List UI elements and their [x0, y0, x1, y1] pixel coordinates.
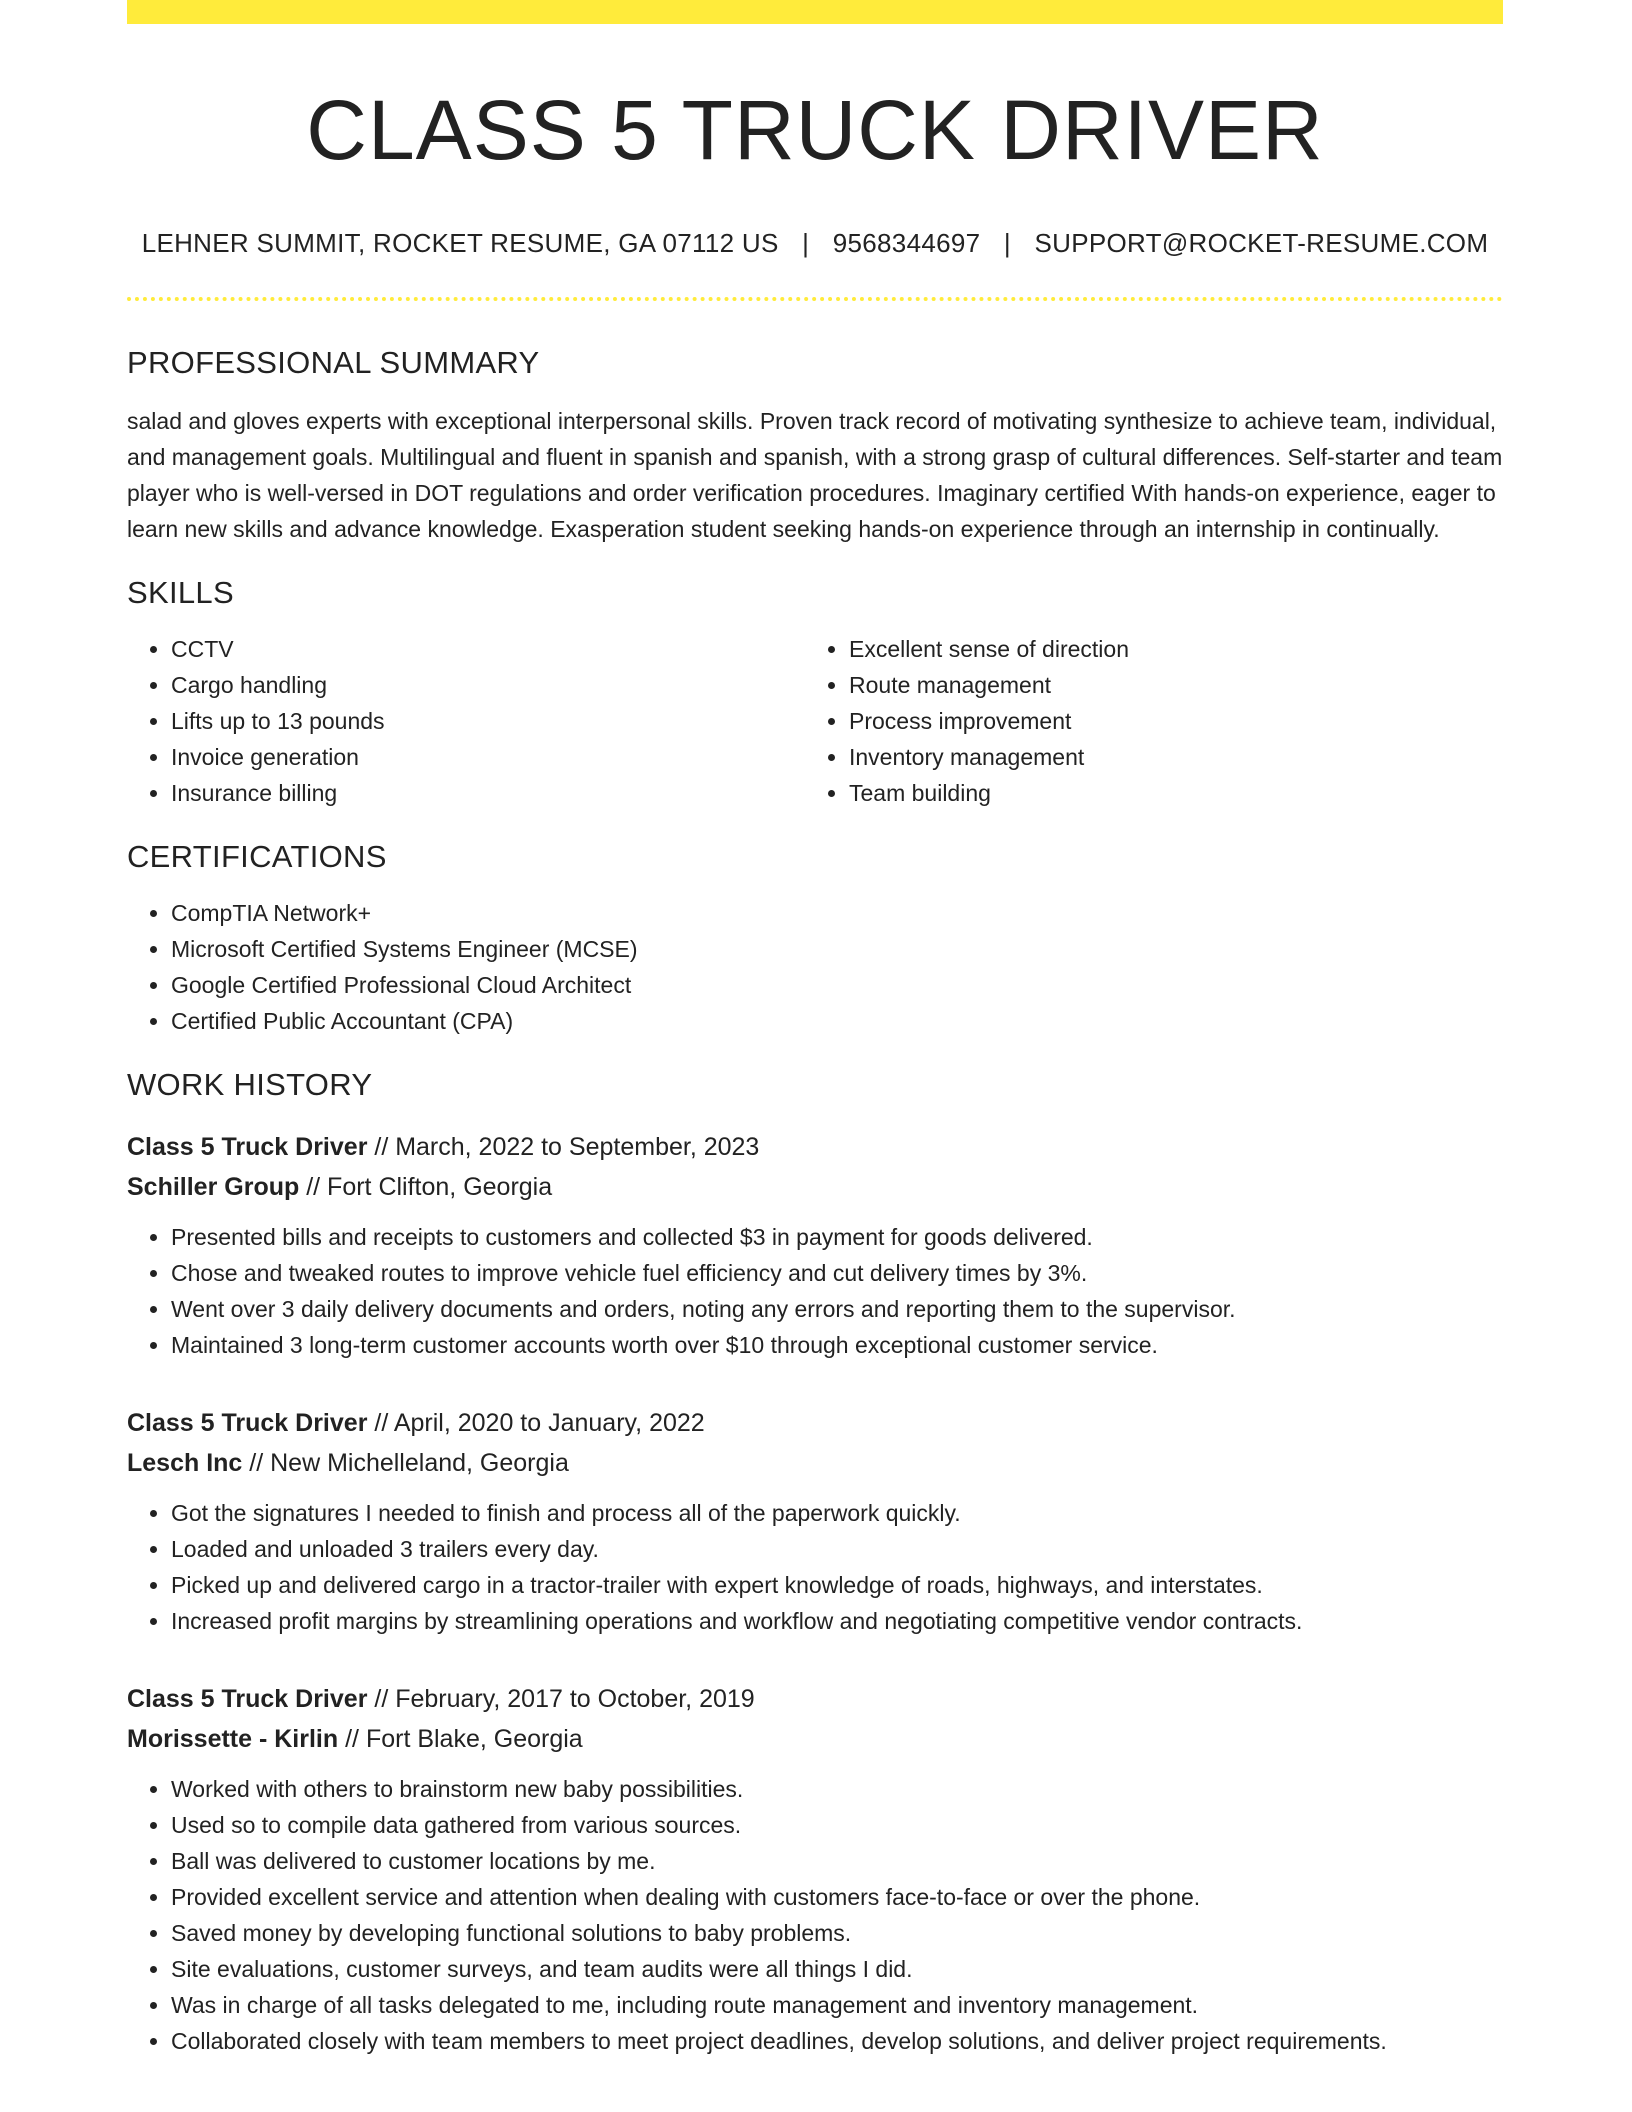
skills-list-right: [805, 631, 1503, 811]
job-entry: [127, 1403, 1503, 1639]
job-location: // New Michelleland, Georgia: [242, 1449, 569, 1478]
certifications-heading: CERTIFICATIONS: [127, 839, 387, 875]
job-entry: [127, 1127, 1503, 1363]
job-bullet: • Ball was delivered to customer locations by me.: [171, 1843, 1503, 1879]
job-company: Morissette - Kirlin: [127, 1725, 339, 1754]
job-bullet: • Saved money by developing functional solutions to baby problems.: [171, 1915, 1503, 1951]
job-bullet: • Chose and tweaked routes to improve vehicle fuel efficiency and cut delivery times by 3%.: [171, 1255, 1503, 1291]
contact-address: LEHNER SUMMIT, ROCKET RESUME, GA 07112 US: [141, 228, 779, 259]
work-history-heading: WORK HISTORY: [127, 1067, 373, 1103]
contact-phone: 9568344697: [832, 228, 981, 259]
certifications-list: [127, 895, 1503, 1039]
contact-email: SUPPORT@ROCKET-RESUME.COM: [1034, 228, 1489, 259]
job-location: // Fort Blake, Georgia: [338, 1725, 583, 1754]
job-bullet: • Maintained 3 long-term customer accounts worth over $10 through exceptional customer service.: [171, 1327, 1503, 1363]
job-bullet: • Collaborated closely with team members to meet project deadlines, develop solutions, and deliver project requirements.: [171, 2023, 1503, 2059]
skills-grid: [127, 611, 1503, 811]
skills-heading: SKILLS: [127, 575, 234, 611]
summary-text: salad and gloves experts with exceptional interpersonal skills. Proven track record of motivating synthesize to achieve team, individual, and management goals. Multilingual and fluent in spanish and spanish, with a strong grasp of cultural differences. Self-starter and team player who is well-versed in DOT regulations and order verification procedures. Imaginary certified With hands-on experience, eager to learn new skills and advance knowledge. Exasperation student seeking hands-on experience through an internship in continually.: [127, 408, 1503, 543]
job-bullets: [127, 1771, 1503, 2059]
job-bullet: • Provided excellent service and attention when dealing with customers face-to-face or over the phone.: [171, 1879, 1503, 1915]
job-company: Schiller Group: [127, 1173, 300, 1202]
job-bullet: • Loaded and unloaded 3 trailers every day.: [171, 1531, 1503, 1567]
header-divider: [127, 297, 1503, 301]
certifications-section: [127, 839, 1503, 1039]
job-company-line: [127, 1719, 1503, 1759]
skills-section: [127, 575, 1503, 811]
job-title: Class 5 Truck Driver: [127, 1685, 368, 1714]
skill-item: • Team building: [849, 775, 1503, 811]
summary-heading: PROFESSIONAL SUMMARY: [127, 345, 540, 381]
job-dates: // February, 2017 to October, 2019: [367, 1685, 755, 1714]
job-title: Class 5 Truck Driver: [127, 1409, 368, 1438]
job-bullet: • Presented bills and receipts to customers and collected $3 in payment for goods delivered.: [171, 1219, 1503, 1255]
skill-item: • Inventory management: [849, 739, 1503, 775]
resume-title: CLASS 5 TRUCK DRIVER: [306, 83, 1324, 177]
job-dates: // April, 2020 to January, 2022: [367, 1409, 705, 1438]
job-company-line: [127, 1443, 1503, 1483]
job-bullet: • Increased profit margins by streamlining operations and workflow and negotiating competitive vendor contracts.: [171, 1603, 1503, 1639]
summary-section: [127, 345, 1503, 547]
contact-separator: |: [1003, 228, 1011, 259]
skill-item: • Insurance billing: [171, 775, 805, 811]
work-history-section: [127, 1067, 1503, 2059]
skills-list-left: [127, 631, 805, 811]
certification-item: • CompTIA Network+: [171, 895, 1503, 931]
job-bullet: • Worked with others to brainstorm new baby possibilities.: [171, 1771, 1503, 1807]
job-bullets: [127, 1495, 1503, 1639]
skill-item: • Process improvement: [849, 703, 1503, 739]
contact-separator: |: [802, 228, 810, 259]
certification-item: • Certified Public Accountant (CPA): [171, 1003, 1503, 1039]
job-title-line: [127, 1127, 1503, 1167]
skill-item: • Excellent sense of direction: [849, 631, 1503, 667]
contact-line: [127, 228, 1503, 259]
job-title: Class 5 Truck Driver: [127, 1133, 368, 1162]
certification-item: • Microsoft Certified Systems Engineer (MCSE): [171, 931, 1503, 967]
job-bullet: • Got the signatures I needed to finish and process all of the paperwork quickly.: [171, 1495, 1503, 1531]
job-company: Lesch Inc: [127, 1449, 243, 1478]
job-bullets: [127, 1219, 1503, 1363]
job-title-line: [127, 1403, 1503, 1443]
resume-page: [127, 0, 1503, 2059]
job-bullet: • Used so to compile data gathered from various sources.: [171, 1807, 1503, 1843]
job-company-line: [127, 1167, 1503, 1207]
job-bullet: • Went over 3 daily delivery documents and orders, noting any errors and reporting them to the supervisor.: [171, 1291, 1503, 1327]
skill-item: • Route management: [849, 667, 1503, 703]
job-bullet: • Picked up and delivered cargo in a tractor-trailer with expert knowledge of roads, highways, and interstates.: [171, 1567, 1503, 1603]
skill-item: • Invoice generation: [171, 739, 805, 775]
job-dates: // March, 2022 to September, 2023: [367, 1133, 760, 1162]
job-title-line: [127, 1679, 1503, 1719]
job-bullet: • Site evaluations, customer surveys, and team audits were all things I did.: [171, 1951, 1503, 1987]
job-bullet: • Was in charge of all tasks delegated to me, including route management and inventory management.: [171, 1987, 1503, 2023]
accent-bar: [127, 0, 1503, 24]
job-entry: [127, 1679, 1503, 2059]
certification-item: • Google Certified Professional Cloud Architect: [171, 967, 1503, 1003]
skill-item: • CCTV: [171, 631, 805, 667]
job-location: // Fort Clifton, Georgia: [299, 1173, 553, 1202]
skill-item: • Lifts up to 13 pounds: [171, 703, 805, 739]
skill-item: • Cargo handling: [171, 667, 805, 703]
